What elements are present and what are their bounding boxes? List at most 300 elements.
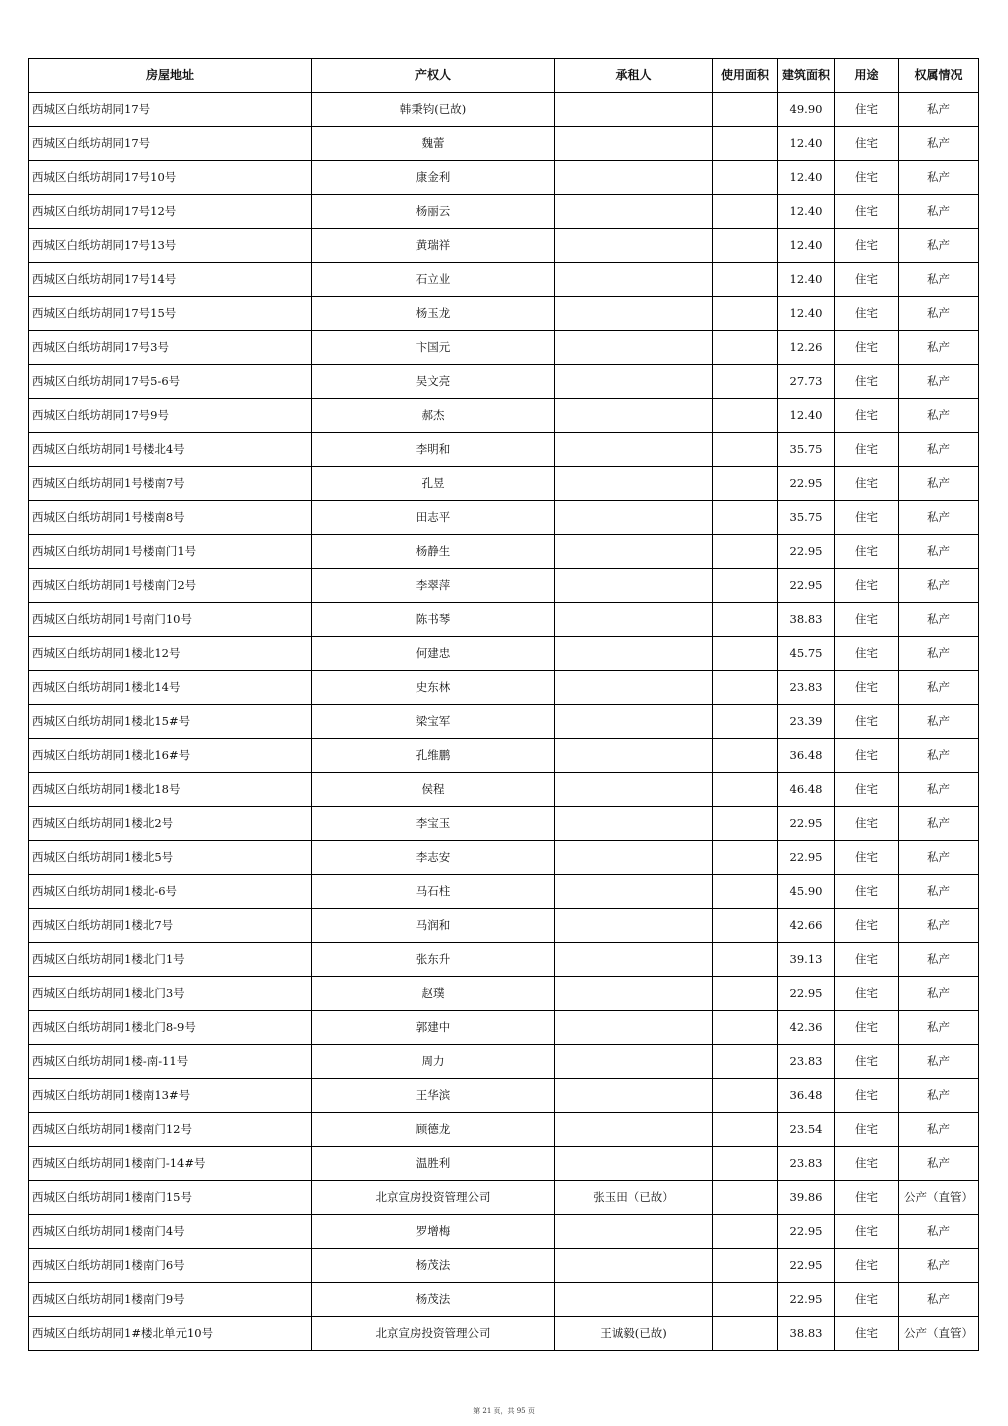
cell-ownership: 私产 [899, 603, 979, 637]
cell-build-area: 22.95 [778, 1283, 835, 1317]
page-footer: 第 21 页，共 95 页 [473, 1407, 535, 1415]
table-row [29, 501, 979, 535]
cell-owner: 侯程 [312, 773, 555, 807]
cell-build-area: 23.83 [778, 1045, 835, 1079]
table-row [29, 807, 979, 841]
cell-usage: 住宅 [835, 263, 899, 297]
cell-usage: 住宅 [835, 195, 899, 229]
cell-ownership: 公产（直管） [899, 1181, 979, 1215]
property-table [28, 58, 979, 1351]
cell-tenant [555, 671, 713, 705]
cell-address: 西城区白纸坊胡同17号10号 [29, 161, 312, 195]
cell-ownership: 私产 [899, 501, 979, 535]
cell-owner: 郭建中 [312, 1011, 555, 1045]
table-row [29, 535, 979, 569]
cell-ownership: 私产 [899, 161, 979, 195]
cell-build-area: 12.26 [778, 331, 835, 365]
cell-build-area: 12.40 [778, 229, 835, 263]
cell-address: 西城区白纸坊胡同1号楼北4号 [29, 433, 312, 467]
cell-build-area: 12.40 [778, 127, 835, 161]
header-use-area: 使用面积 [713, 59, 778, 93]
cell-address: 西城区白纸坊胡同1楼北门8-9号 [29, 1011, 312, 1045]
cell-tenant [555, 1283, 713, 1317]
cell-tenant [555, 331, 713, 365]
cell-usage: 住宅 [835, 705, 899, 739]
cell-tenant [555, 1249, 713, 1283]
table-row [29, 1147, 979, 1181]
cell-build-area: 23.83 [778, 1147, 835, 1181]
cell-address: 西城区白纸坊胡同17号9号 [29, 399, 312, 433]
cell-use-area [713, 1283, 778, 1317]
cell-use-area [713, 1249, 778, 1283]
cell-build-area: 36.48 [778, 1079, 835, 1113]
cell-address: 西城区白纸坊胡同17号12号 [29, 195, 312, 229]
cell-use-area [713, 671, 778, 705]
cell-use-area [713, 331, 778, 365]
cell-address: 西城区白纸坊胡同1号南门10号 [29, 603, 312, 637]
table-row [29, 1317, 979, 1351]
cell-ownership: 私产 [899, 195, 979, 229]
table-row [29, 433, 979, 467]
header-address: 房屋地址 [29, 59, 312, 93]
cell-use-area [713, 535, 778, 569]
cell-use-area [713, 569, 778, 603]
cell-address: 西城区白纸坊胡同1楼北18号 [29, 773, 312, 807]
cell-usage: 住宅 [835, 603, 899, 637]
cell-usage: 住宅 [835, 1249, 899, 1283]
cell-usage: 住宅 [835, 161, 899, 195]
cell-tenant [555, 195, 713, 229]
cell-usage: 住宅 [835, 399, 899, 433]
cell-address: 西城区白纸坊胡同1楼南门4号 [29, 1215, 312, 1249]
cell-use-area [713, 1011, 778, 1045]
cell-tenant [555, 1215, 713, 1249]
table-row [29, 705, 979, 739]
table-row [29, 297, 979, 331]
cell-ownership: 私产 [899, 127, 979, 161]
cell-ownership: 私产 [899, 977, 979, 1011]
cell-owner: 顾德龙 [312, 1113, 555, 1147]
cell-build-area: 12.40 [778, 161, 835, 195]
cell-usage: 住宅 [835, 909, 899, 943]
cell-tenant [555, 773, 713, 807]
cell-owner: 康金利 [312, 161, 555, 195]
cell-tenant [555, 535, 713, 569]
cell-ownership: 私产 [899, 433, 979, 467]
cell-ownership: 私产 [899, 399, 979, 433]
table-row [29, 569, 979, 603]
cell-build-area: 22.95 [778, 467, 835, 501]
cell-use-area [713, 127, 778, 161]
cell-usage: 住宅 [835, 297, 899, 331]
table-row [29, 127, 979, 161]
cell-use-area [713, 399, 778, 433]
cell-tenant [555, 603, 713, 637]
cell-use-area [713, 773, 778, 807]
table-row [29, 161, 979, 195]
cell-build-area: 22.95 [778, 841, 835, 875]
cell-build-area: 39.13 [778, 943, 835, 977]
cell-ownership: 私产 [899, 1147, 979, 1181]
cell-ownership: 私产 [899, 1045, 979, 1079]
cell-build-area: 45.90 [778, 875, 835, 909]
cell-ownership: 私产 [899, 807, 979, 841]
cell-use-area [713, 977, 778, 1011]
cell-build-area: 38.83 [778, 603, 835, 637]
cell-ownership: 私产 [899, 1283, 979, 1317]
cell-ownership: 私产 [899, 229, 979, 263]
cell-build-area: 45.75 [778, 637, 835, 671]
cell-use-area [713, 909, 778, 943]
cell-ownership: 私产 [899, 943, 979, 977]
cell-use-area [713, 1181, 778, 1215]
cell-build-area: 49.90 [778, 93, 835, 127]
table-row [29, 1181, 979, 1215]
cell-usage: 住宅 [835, 1283, 899, 1317]
cell-address: 西城区白纸坊胡同17号 [29, 93, 312, 127]
cell-ownership: 私产 [899, 739, 979, 773]
cell-ownership: 私产 [899, 841, 979, 875]
cell-build-area: 22.95 [778, 1249, 835, 1283]
cell-build-area: 39.86 [778, 1181, 835, 1215]
cell-tenant [555, 1011, 713, 1045]
cell-usage: 住宅 [835, 433, 899, 467]
cell-address: 西城区白纸坊胡同1楼北15#号 [29, 705, 312, 739]
cell-ownership: 私产 [899, 467, 979, 501]
cell-ownership: 私产 [899, 909, 979, 943]
cell-build-area: 12.40 [778, 263, 835, 297]
table-row [29, 93, 979, 127]
cell-tenant [555, 1045, 713, 1079]
table-row [29, 671, 979, 705]
cell-owner: 杨玉龙 [312, 297, 555, 331]
cell-build-area: 12.40 [778, 195, 835, 229]
cell-usage: 住宅 [835, 127, 899, 161]
cell-build-area: 38.83 [778, 1317, 835, 1351]
cell-address: 西城区白纸坊胡同1楼南门15号 [29, 1181, 312, 1215]
cell-ownership: 私产 [899, 535, 979, 569]
table-row [29, 467, 979, 501]
cell-address: 西城区白纸坊胡同1楼北门3号 [29, 977, 312, 1011]
table-row [29, 399, 979, 433]
table-row [29, 841, 979, 875]
cell-owner: 卞国元 [312, 331, 555, 365]
cell-tenant [555, 467, 713, 501]
cell-owner: 杨茂法 [312, 1283, 555, 1317]
cell-build-area: 23.39 [778, 705, 835, 739]
cell-tenant [555, 501, 713, 535]
header-build-area: 建筑面积 [778, 59, 835, 93]
cell-owner: 李明和 [312, 433, 555, 467]
header-ownership: 权属情况 [899, 59, 979, 93]
cell-use-area [713, 875, 778, 909]
cell-ownership: 私产 [899, 365, 979, 399]
cell-usage: 住宅 [835, 331, 899, 365]
table-row [29, 977, 979, 1011]
cell-tenant [555, 93, 713, 127]
cell-tenant [555, 297, 713, 331]
cell-owner: 黄瑞祥 [312, 229, 555, 263]
cell-usage: 住宅 [835, 1079, 899, 1113]
cell-address: 西城区白纸坊胡同1楼北5号 [29, 841, 312, 875]
cell-address: 西城区白纸坊胡同1号楼南8号 [29, 501, 312, 535]
cell-use-area [713, 1215, 778, 1249]
cell-build-area: 22.95 [778, 535, 835, 569]
cell-use-area [713, 229, 778, 263]
table-row [29, 637, 979, 671]
cell-address: 西城区白纸坊胡同17号3号 [29, 331, 312, 365]
cell-use-area [713, 365, 778, 399]
cell-address: 西城区白纸坊胡同1号楼南7号 [29, 467, 312, 501]
cell-owner: 吴文亮 [312, 365, 555, 399]
cell-ownership: 私产 [899, 637, 979, 671]
cell-usage: 住宅 [835, 637, 899, 671]
cell-tenant [555, 739, 713, 773]
cell-tenant [555, 399, 713, 433]
table-row [29, 195, 979, 229]
table-row [29, 909, 979, 943]
cell-ownership: 私产 [899, 875, 979, 909]
cell-address: 西城区白纸坊胡同1楼南门6号 [29, 1249, 312, 1283]
cell-tenant [555, 909, 713, 943]
table-row [29, 1283, 979, 1317]
cell-owner: 韩秉钧(已故) [312, 93, 555, 127]
cell-tenant [555, 1113, 713, 1147]
cell-address: 西城区白纸坊胡同1楼南13#号 [29, 1079, 312, 1113]
cell-build-area: 35.75 [778, 433, 835, 467]
cell-tenant [555, 161, 713, 195]
table-row [29, 1113, 979, 1147]
cell-owner: 杨丽云 [312, 195, 555, 229]
cell-use-area [713, 603, 778, 637]
cell-use-area [713, 705, 778, 739]
table-row [29, 1045, 979, 1079]
cell-address: 西城区白纸坊胡同1号楼南门1号 [29, 535, 312, 569]
cell-owner: 周力 [312, 1045, 555, 1079]
cell-ownership: 私产 [899, 705, 979, 739]
cell-build-area: 35.75 [778, 501, 835, 535]
cell-usage: 住宅 [835, 1147, 899, 1181]
cell-owner: 魏蕾 [312, 127, 555, 161]
cell-usage: 住宅 [835, 739, 899, 773]
cell-tenant [555, 1147, 713, 1181]
cell-usage: 住宅 [835, 1181, 899, 1215]
cell-use-area [713, 161, 778, 195]
cell-owner: 马润和 [312, 909, 555, 943]
table-row [29, 1079, 979, 1113]
cell-owner: 北京宣房投资管理公司 [312, 1181, 555, 1215]
cell-build-area: 46.48 [778, 773, 835, 807]
table-row [29, 1249, 979, 1283]
cell-ownership: 私产 [899, 297, 979, 331]
cell-use-area [713, 501, 778, 535]
cell-ownership: 私产 [899, 1011, 979, 1045]
table-body [29, 93, 979, 1351]
cell-usage: 住宅 [835, 1011, 899, 1045]
cell-address: 西城区白纸坊胡同17号14号 [29, 263, 312, 297]
cell-ownership: 公产（直管） [899, 1317, 979, 1351]
cell-tenant [555, 1079, 713, 1113]
cell-usage: 住宅 [835, 93, 899, 127]
table-row [29, 739, 979, 773]
cell-address: 西城区白纸坊胡同1楼-南-11号 [29, 1045, 312, 1079]
cell-address: 西城区白纸坊胡同1楼北16#号 [29, 739, 312, 773]
cell-use-area [713, 1317, 778, 1351]
table-row [29, 229, 979, 263]
cell-ownership: 私产 [899, 773, 979, 807]
table-row [29, 1011, 979, 1045]
cell-usage: 住宅 [835, 1215, 899, 1249]
cell-owner: 李翠萍 [312, 569, 555, 603]
cell-ownership: 私产 [899, 671, 979, 705]
cell-use-area [713, 637, 778, 671]
table-row [29, 773, 979, 807]
cell-tenant [555, 705, 713, 739]
cell-usage: 住宅 [835, 501, 899, 535]
cell-owner: 田志平 [312, 501, 555, 535]
cell-use-area [713, 1045, 778, 1079]
cell-owner: 陈书琴 [312, 603, 555, 637]
cell-usage: 住宅 [835, 807, 899, 841]
cell-usage: 住宅 [835, 1317, 899, 1351]
cell-build-area: 12.40 [778, 297, 835, 331]
cell-address: 西城区白纸坊胡同17号15号 [29, 297, 312, 331]
cell-build-area: 36.48 [778, 739, 835, 773]
cell-tenant: 张玉田（已故） [555, 1181, 713, 1215]
cell-tenant [555, 229, 713, 263]
cell-owner: 张东升 [312, 943, 555, 977]
cell-address: 西城区白纸坊胡同1楼北12号 [29, 637, 312, 671]
table-row [29, 1215, 979, 1249]
cell-usage: 住宅 [835, 773, 899, 807]
table-header-row [29, 59, 979, 93]
cell-build-area: 22.95 [778, 569, 835, 603]
cell-tenant [555, 875, 713, 909]
cell-ownership: 私产 [899, 569, 979, 603]
cell-usage: 住宅 [835, 229, 899, 263]
cell-ownership: 私产 [899, 1249, 979, 1283]
cell-use-area [713, 433, 778, 467]
cell-usage: 住宅 [835, 841, 899, 875]
cell-owner: 王华滨 [312, 1079, 555, 1113]
cell-use-area [713, 195, 778, 229]
table-row [29, 365, 979, 399]
cell-tenant [555, 365, 713, 399]
cell-usage: 住宅 [835, 875, 899, 909]
table-row [29, 263, 979, 297]
cell-owner: 温胜利 [312, 1147, 555, 1181]
cell-build-area: 22.95 [778, 977, 835, 1011]
cell-owner: 杨茂法 [312, 1249, 555, 1283]
cell-tenant [555, 841, 713, 875]
cell-use-area [713, 297, 778, 331]
cell-ownership: 私产 [899, 331, 979, 365]
cell-usage: 住宅 [835, 977, 899, 1011]
cell-address: 西城区白纸坊胡同1楼北2号 [29, 807, 312, 841]
cell-usage: 住宅 [835, 943, 899, 977]
cell-use-area [713, 93, 778, 127]
cell-use-area [713, 739, 778, 773]
cell-build-area: 22.95 [778, 807, 835, 841]
cell-build-area: 22.95 [778, 1215, 835, 1249]
cell-tenant [555, 263, 713, 297]
cell-tenant [555, 569, 713, 603]
cell-owner: 罗增梅 [312, 1215, 555, 1249]
cell-usage: 住宅 [835, 569, 899, 603]
header-owner: 产权人 [312, 59, 555, 93]
cell-usage: 住宅 [835, 1113, 899, 1147]
cell-ownership: 私产 [899, 93, 979, 127]
cell-tenant [555, 943, 713, 977]
cell-use-area [713, 1113, 778, 1147]
cell-ownership: 私产 [899, 263, 979, 297]
cell-address: 西城区白纸坊胡同1楼南门-14#号 [29, 1147, 312, 1181]
cell-address: 西城区白纸坊胡同17号 [29, 127, 312, 161]
cell-build-area: 42.66 [778, 909, 835, 943]
cell-owner: 赵璞 [312, 977, 555, 1011]
cell-use-area [713, 841, 778, 875]
cell-use-area [713, 807, 778, 841]
cell-tenant [555, 807, 713, 841]
cell-use-area [713, 1079, 778, 1113]
table-row [29, 875, 979, 909]
cell-address: 西城区白纸坊胡同1楼北14号 [29, 671, 312, 705]
cell-address: 西城区白纸坊胡同17号5-6号 [29, 365, 312, 399]
cell-address: 西城区白纸坊胡同1楼南门12号 [29, 1113, 312, 1147]
cell-owner: 史东林 [312, 671, 555, 705]
cell-ownership: 私产 [899, 1113, 979, 1147]
cell-build-area: 23.83 [778, 671, 835, 705]
cell-usage: 住宅 [835, 1045, 899, 1079]
table-row [29, 603, 979, 637]
cell-use-area [713, 1147, 778, 1181]
cell-address: 西城区白纸坊胡同1楼北门1号 [29, 943, 312, 977]
cell-address: 西城区白纸坊胡同1号楼南门2号 [29, 569, 312, 603]
cell-owner: 梁宝军 [312, 705, 555, 739]
cell-usage: 住宅 [835, 671, 899, 705]
cell-use-area [713, 467, 778, 501]
cell-ownership: 私产 [899, 1215, 979, 1249]
cell-ownership: 私产 [899, 1079, 979, 1113]
cell-use-area [713, 263, 778, 297]
cell-owner: 杨静生 [312, 535, 555, 569]
cell-address: 西城区白纸坊胡同1楼南门9号 [29, 1283, 312, 1317]
cell-tenant [555, 433, 713, 467]
cell-address: 西城区白纸坊胡同1#楼北单元10号 [29, 1317, 312, 1351]
cell-tenant: 王诚毅(已故) [555, 1317, 713, 1351]
cell-build-area: 27.73 [778, 365, 835, 399]
cell-owner: 石立业 [312, 263, 555, 297]
cell-owner: 何建忠 [312, 637, 555, 671]
cell-tenant [555, 977, 713, 1011]
cell-build-area: 42.36 [778, 1011, 835, 1045]
cell-tenant [555, 127, 713, 161]
cell-owner: 李宝玉 [312, 807, 555, 841]
cell-owner: 李志安 [312, 841, 555, 875]
cell-tenant [555, 637, 713, 671]
header-usage: 用途 [835, 59, 899, 93]
cell-address: 西城区白纸坊胡同17号13号 [29, 229, 312, 263]
table-row [29, 943, 979, 977]
cell-usage: 住宅 [835, 535, 899, 569]
cell-owner: 孔昱 [312, 467, 555, 501]
cell-owner: 郝杰 [312, 399, 555, 433]
table-row [29, 331, 979, 365]
cell-owner: 北京宣房投资管理公司 [312, 1317, 555, 1351]
header-tenant: 承租人 [555, 59, 713, 93]
cell-usage: 住宅 [835, 365, 899, 399]
cell-address: 西城区白纸坊胡同1楼北-6号 [29, 875, 312, 909]
